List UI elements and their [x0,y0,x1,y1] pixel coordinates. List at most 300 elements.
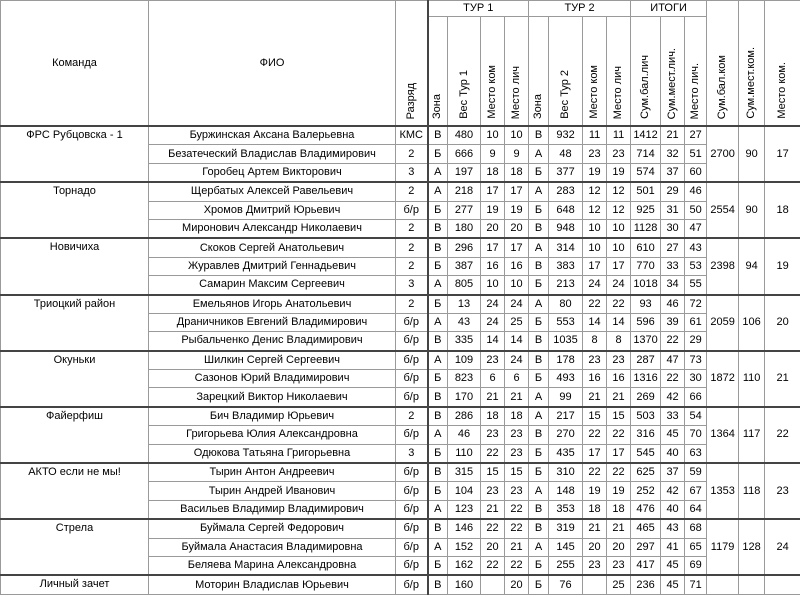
table-row [1,463,800,482]
header-team: Команда [1,1,149,127]
member-place-team-1: 20 [481,538,505,556]
member-zone-2: Б [529,556,549,575]
member-sum-pts-pers: 236 [631,575,661,594]
member-zone-1: Б [428,556,448,575]
team-place: 20 [765,295,800,351]
member-place-pers-1: 18 [505,407,529,426]
team-sum-pts: 2059 [707,295,739,351]
member-sum-pts-pers: 596 [631,313,661,331]
member-sum-pts-pers: 269 [631,388,661,407]
member-weight-2: 648 [549,201,583,219]
member-zone-1: Б [428,444,448,463]
member-sum-pts-pers: 252 [631,482,661,500]
member-place-pers-total: 69 [685,556,707,575]
member-rank: 3 [396,444,428,463]
member-place-pers-2: 8 [607,332,631,351]
member-weight-2: 217 [549,407,583,426]
member-place-pers-2: 19 [607,482,631,500]
member-weight-2: 148 [549,482,583,500]
member-sum-pts-pers: 1018 [631,276,661,295]
member-zone-2: В [529,332,549,351]
team-sum-places: 118 [739,463,765,519]
member-place-pers-1: 18 [505,163,529,182]
member-weight-1: 387 [448,257,481,275]
member-weight-2: 377 [549,163,583,182]
member-zone-1: Б [428,201,448,219]
member-weight-1: 104 [448,482,481,500]
member-sum-pts-pers: 476 [631,500,661,519]
team-sum-pts: 1179 [707,519,739,575]
member-zone-2: Б [529,463,549,482]
member-weight-2: 145 [549,538,583,556]
member-fio: Григорьева Юлия Александровна [149,426,396,444]
member-place-pers-total: 53 [685,257,707,275]
member-zone-2: А [529,145,549,163]
member-place-team-2: 22 [583,295,607,314]
member-place-pers-2: 21 [607,519,631,538]
member-place-pers-2: 18 [607,500,631,519]
member-fio: Горобец Артем Викторович [149,163,396,182]
member-zone-2: А [529,538,549,556]
member-place-pers-total: 54 [685,407,707,426]
member-place-team-2: 21 [583,519,607,538]
member-sum-places-pers: 47 [661,351,685,370]
member-zone-1: А [428,538,448,556]
member-place-pers-total: 55 [685,276,707,295]
member-place-pers-1: 20 [505,219,529,238]
member-sum-places-pers: 34 [661,276,685,295]
team-name: ФРС Рубцовска - 1 [1,126,149,182]
member-rank: 2 [396,257,428,275]
team-place: 24 [765,519,800,575]
member-sum-places-pers: 40 [661,444,685,463]
member-weight-1: 13 [448,295,481,314]
member-sum-pts-pers: 465 [631,519,661,538]
member-place-team-2: 24 [583,276,607,295]
personal-empty-2 [739,575,765,594]
member-weight-2: 255 [549,556,583,575]
team-name: Торнадо [1,182,149,238]
member-weight-1: 170 [448,388,481,407]
member-place-team-1: 21 [481,500,505,519]
member-sum-places-pers: 32 [661,145,685,163]
member-rank: б/р [396,201,428,219]
member-place-team-2: 22 [583,426,607,444]
member-place-pers-1: 6 [505,370,529,388]
member-fio: Бич Владимир Юрьевич [149,407,396,426]
member-place-team-1: 23 [481,351,505,370]
member-weight-2: 310 [549,463,583,482]
member-sum-places-pers: 27 [661,238,685,257]
member-weight-1: 162 [448,556,481,575]
team-place: 17 [765,126,800,182]
member-place-pers-1: 25 [505,313,529,331]
member-place-team-1: 21 [481,388,505,407]
member-place-pers-total: 60 [685,163,707,182]
team-place: 23 [765,463,800,519]
member-place-pers-total: 43 [685,238,707,257]
member-place-pers-2: 22 [607,463,631,482]
member-weight-2: 48 [549,145,583,163]
header-zone-2 [529,17,549,127]
member-weight-2: 932 [549,126,583,145]
member-place-pers-total: 68 [685,519,707,538]
member-rank: б/р [396,556,428,575]
member-rank: б/р [396,575,428,594]
header-place-pers-total [685,17,707,127]
member-place-pers-total: 30 [685,370,707,388]
member-place-team-2: 20 [583,538,607,556]
member-place-pers-2: 22 [607,295,631,314]
member-place-pers-1: 22 [505,500,529,519]
member-weight-1: 160 [448,575,481,594]
member-weight-1: 180 [448,219,481,238]
member-fio: Драничников Евгений Владимирович [149,313,396,331]
member-sum-places-pers: 30 [661,219,685,238]
member-sum-pts-pers: 770 [631,257,661,275]
member-fio: Емельянов Игорь Анатольевич [149,295,396,314]
member-zone-2: В [529,351,549,370]
header-place-team-1 [481,17,505,127]
member-place-pers-total: 46 [685,182,707,201]
header-sum-places-pers-text: Сум.мест.лич. [666,47,679,119]
member-weight-1: 296 [448,238,481,257]
member-place-team-2 [583,575,607,594]
member-fio: Тырин Андрей Иванович [149,482,396,500]
member-place-team-1: 10 [481,276,505,295]
team-sum-places: 94 [739,238,765,294]
member-zone-1: В [428,388,448,407]
member-sum-pts-pers: 625 [631,463,661,482]
member-rank: б/р [396,482,428,500]
header-row-groups [1,1,800,17]
member-place-pers-1: 20 [505,575,529,594]
member-weight-1: 277 [448,201,481,219]
header-place-team-2 [583,17,607,127]
team-sum-places: 106 [739,295,765,351]
member-sum-places-pers: 21 [661,126,685,145]
member-place-pers-1: 24 [505,295,529,314]
member-sum-places-pers: 29 [661,182,685,201]
member-place-pers-2: 20 [607,538,631,556]
member-place-pers-2: 23 [607,556,631,575]
member-sum-pts-pers: 610 [631,238,661,257]
member-zone-2: В [529,257,549,275]
member-place-pers-2: 22 [607,426,631,444]
header-tour1: ТУР 1 [428,1,529,17]
member-rank: 2 [396,295,428,314]
member-zone-2: Б [529,370,549,388]
member-sum-pts-pers: 574 [631,163,661,182]
member-rank: б/р [396,313,428,331]
header-place-team-total [765,1,800,127]
member-rank: 2 [396,182,428,201]
member-zone-2: Б [529,201,549,219]
member-place-team-2: 21 [583,388,607,407]
member-place-team-1: 20 [481,219,505,238]
personal-label: Личный зачет [1,575,149,594]
member-sum-pts-pers: 297 [631,538,661,556]
member-sum-places-pers: 40 [661,500,685,519]
member-place-pers-1: 22 [505,556,529,575]
member-zone-1: Б [428,257,448,275]
member-sum-places-pers: 45 [661,575,685,594]
member-place-pers-1: 17 [505,238,529,257]
member-fio: Васильев Владимир Владимирович [149,500,396,519]
member-sum-places-pers: 37 [661,463,685,482]
member-place-pers-total: 59 [685,463,707,482]
team-sum-pts: 1364 [707,407,739,463]
member-place-pers-total: 73 [685,351,707,370]
personal-empty-3 [765,575,800,594]
team-place: 21 [765,351,800,407]
member-place-team-1: 14 [481,332,505,351]
member-place-team-2: 19 [583,163,607,182]
member-zone-1: В [428,126,448,145]
member-rank: б/р [396,426,428,444]
member-weight-2: 553 [549,313,583,331]
member-weight-1: 197 [448,163,481,182]
member-place-pers-2: 12 [607,201,631,219]
header-sum-pts-team [707,1,739,127]
member-weight-2: 1035 [549,332,583,351]
member-zone-1: Б [428,370,448,388]
member-place-pers-total: 71 [685,575,707,594]
member-fio: Буржинская Аксана Валерьевна [149,126,396,145]
member-fio: Одюкова Татьяна Григорьевна [149,444,396,463]
header-weight-2 [549,17,583,127]
header-rank [396,1,428,127]
member-rank: б/р [396,332,428,351]
member-weight-2: 383 [549,257,583,275]
member-place-team-2: 10 [583,219,607,238]
member-place-team-2: 23 [583,556,607,575]
member-place-team-2: 15 [583,407,607,426]
member-place-pers-2: 24 [607,276,631,295]
member-place-team-2: 22 [583,463,607,482]
member-place-team-1: 16 [481,257,505,275]
member-fio: Рыбальченко Денис Владимирович [149,332,396,351]
member-zone-1: А [428,351,448,370]
member-place-pers-total: 64 [685,500,707,519]
member-place-pers-1: 23 [505,426,529,444]
member-sum-pts-pers: 545 [631,444,661,463]
member-place-pers-2: 12 [607,182,631,201]
member-weight-1: 43 [448,313,481,331]
member-weight-2: 314 [549,238,583,257]
team-name: Стрела [1,519,149,575]
member-fio: Хромов Дмитрий Юрьевич [149,201,396,219]
member-place-team-1: 6 [481,370,505,388]
personal-empty-1 [707,575,739,594]
table-row [1,238,800,257]
header-place-pers-1 [505,17,529,127]
member-place-team-2: 11 [583,126,607,145]
member-place-pers-2: 23 [607,145,631,163]
member-place-pers-2: 19 [607,163,631,182]
member-weight-1: 315 [448,463,481,482]
member-place-pers-1: 16 [505,257,529,275]
member-fio: Беляева Марина Александровна [149,556,396,575]
member-zone-1: Б [428,145,448,163]
team-sum-pts: 2700 [707,126,739,182]
member-place-pers-2: 21 [607,388,631,407]
member-place-pers-1: 24 [505,351,529,370]
member-place-pers-1: 14 [505,332,529,351]
table-row [1,519,800,538]
member-weight-1: 146 [448,519,481,538]
member-place-pers-1: 15 [505,463,529,482]
member-zone-1: А [428,500,448,519]
member-fio: Сазонов Юрий Владимирович [149,370,396,388]
member-zone-2: Б [529,575,549,594]
header-weight-1 [448,17,481,127]
member-rank: 2 [396,238,428,257]
team-sum-places: 90 [739,126,765,182]
header-totals: ИТОГИ [631,1,707,17]
member-weight-1: 109 [448,351,481,370]
team-sum-pts: 2554 [707,182,739,238]
member-zone-1: В [428,407,448,426]
member-zone-1: Б [428,482,448,500]
member-place-team-1: 15 [481,463,505,482]
team-place: 19 [765,238,800,294]
header-sum-places-team [739,1,765,127]
team-sum-pts: 2398 [707,238,739,294]
member-sum-places-pers: 37 [661,163,685,182]
member-sum-places-pers: 22 [661,370,685,388]
member-sum-places-pers: 33 [661,257,685,275]
member-place-pers-1: 21 [505,388,529,407]
member-place-pers-total: 65 [685,538,707,556]
member-place-team-2: 23 [583,351,607,370]
member-place-team-1: 24 [481,313,505,331]
member-zone-1: А [428,276,448,295]
member-fio: Самарин Максим Сергеевич [149,276,396,295]
member-rank: б/р [396,351,428,370]
header-sum-places-pers [661,17,685,127]
team-sum-places: 117 [739,407,765,463]
header-place-team-1-text: Место ком [486,65,498,119]
member-rank: 2 [396,145,428,163]
header-weight-2-text: Вес Тур 2 [559,70,572,119]
member-weight-2: 435 [549,444,583,463]
member-place-pers-2: 17 [607,257,631,275]
member-weight-1: 480 [448,126,481,145]
member-place-pers-2: 14 [607,313,631,331]
member-weight-2: 99 [549,388,583,407]
member-place-team-2: 14 [583,313,607,331]
member-place-team-1: 24 [481,295,505,314]
member-zone-2: А [529,238,549,257]
member-weight-2: 948 [549,219,583,238]
member-weight-1: 218 [448,182,481,201]
header-sum-places-team-text: Сум.мест.ком. [745,47,758,119]
member-place-pers-total: 27 [685,126,707,145]
member-zone-2: Б [529,163,549,182]
team-sum-places: 90 [739,182,765,238]
member-weight-1: 123 [448,500,481,519]
table-row [1,407,800,426]
member-sum-pts-pers: 925 [631,201,661,219]
member-zone-2: А [529,388,549,407]
table-row [1,182,800,201]
member-sum-pts-pers: 93 [631,295,661,314]
member-zone-2: Б [529,444,549,463]
member-sum-pts-pers: 287 [631,351,661,370]
member-zone-2: Б [529,276,549,295]
member-sum-pts-pers: 1316 [631,370,661,388]
member-zone-1: В [428,219,448,238]
member-zone-2: В [529,126,549,145]
member-rank: 3 [396,276,428,295]
team-sum-places: 110 [739,351,765,407]
table-row-personal [1,575,800,594]
header-place-team-total-text: Место ком. [776,62,789,119]
member-place-team-1: 23 [481,426,505,444]
member-zone-1: В [428,332,448,351]
member-place-team-1: 10 [481,126,505,145]
member-sum-places-pers: 46 [661,295,685,314]
member-fio: Скоков Сергей Анатольевич [149,238,396,257]
member-fio: Буймала Сергей Федорович [149,519,396,538]
member-place-pers-1: 19 [505,201,529,219]
member-place-pers-1: 23 [505,444,529,463]
member-fio: Щербатых Алексей Равельевич [149,182,396,201]
member-place-pers-total: 47 [685,219,707,238]
member-place-pers-1: 23 [505,482,529,500]
member-weight-2: 319 [549,519,583,538]
table-row [1,295,800,314]
member-zone-1: А [428,426,448,444]
member-sum-pts-pers: 714 [631,145,661,163]
member-place-team-2: 18 [583,500,607,519]
member-place-team-1: 22 [481,519,505,538]
header-sum-pts-team-text: Сум.бал.ком [716,54,729,119]
member-sum-pts-pers: 1412 [631,126,661,145]
member-sum-places-pers: 22 [661,332,685,351]
member-zone-1: А [428,313,448,331]
member-place-pers-2: 10 [607,219,631,238]
member-weight-1: 823 [448,370,481,388]
member-rank: 2 [396,219,428,238]
member-sum-places-pers: 45 [661,556,685,575]
member-zone-2: Б [529,313,549,331]
member-place-team-1: 9 [481,145,505,163]
team-sum-places: 128 [739,519,765,575]
member-place-team-2: 17 [583,257,607,275]
header-place-pers-1-text: Место лич [510,65,523,119]
member-place-pers-2: 10 [607,238,631,257]
member-zone-2: В [529,519,549,538]
member-sum-places-pers: 39 [661,313,685,331]
header-zone-2-text: Зона [532,94,545,119]
team-name: Триоцкий район [1,295,149,351]
header-place-pers-2-text: Место лич [612,65,625,119]
member-sum-pts-pers: 503 [631,407,661,426]
member-zone-2: В [529,500,549,519]
member-zone-2: А [529,182,549,201]
member-sum-places-pers: 41 [661,538,685,556]
member-sum-places-pers: 33 [661,407,685,426]
member-rank: б/р [396,388,428,407]
member-fio: Моторин Владислав Юрьевич [149,575,396,594]
member-zone-2: А [529,407,549,426]
member-fio: Безатеческий Владислав Владимирович [149,145,396,163]
member-place-team-1 [481,575,505,594]
member-fio: Тырин Антон Андреевич [149,463,396,482]
member-place-team-2: 19 [583,482,607,500]
